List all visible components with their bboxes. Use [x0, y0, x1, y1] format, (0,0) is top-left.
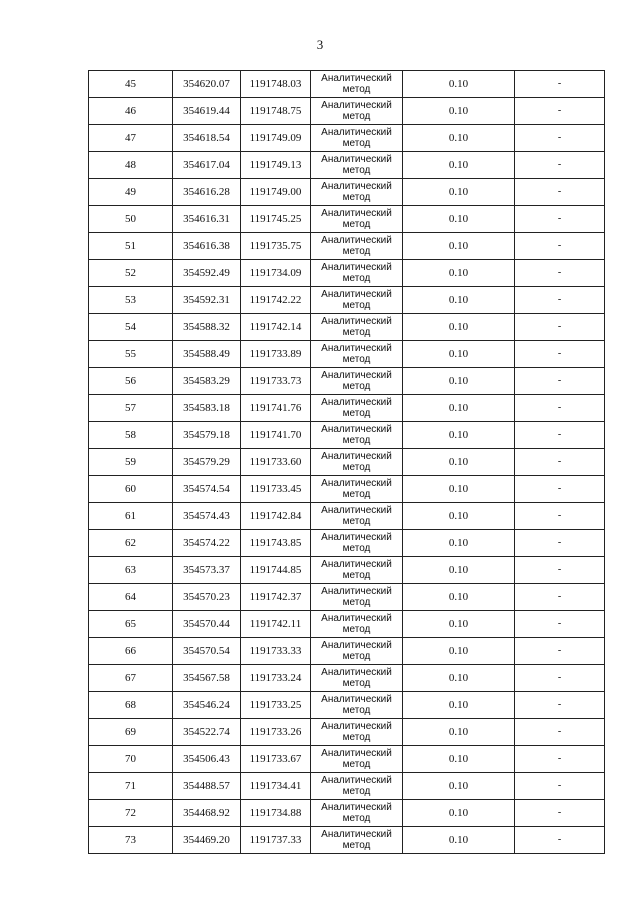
point-number-cell: 55 — [89, 341, 173, 368]
y-coordinate-cell: 1191744.85 — [241, 557, 311, 584]
accuracy-cell: 0.10 — [403, 638, 515, 665]
point-number-cell: 56 — [89, 368, 173, 395]
accuracy-cell: 0.10 — [403, 773, 515, 800]
table-row — [89, 692, 605, 719]
method-cell: Аналитический метод — [311, 260, 403, 287]
method-cell: Аналитический метод — [311, 611, 403, 638]
note-cell: - — [515, 611, 605, 638]
note-cell: - — [515, 422, 605, 449]
table-row — [89, 800, 605, 827]
table-row — [89, 719, 605, 746]
method-cell: Аналитический метод — [311, 287, 403, 314]
accuracy-cell: 0.10 — [403, 98, 515, 125]
y-coordinate-cell: 1191749.00 — [241, 179, 311, 206]
x-coordinate-cell: 354574.54 — [173, 476, 241, 503]
note-cell: - — [515, 233, 605, 260]
x-coordinate-cell: 354574.43 — [173, 503, 241, 530]
table-row — [89, 584, 605, 611]
point-number-cell: 53 — [89, 287, 173, 314]
method-cell: Аналитический метод — [311, 422, 403, 449]
accuracy-cell: 0.10 — [403, 179, 515, 206]
point-number-cell: 66 — [89, 638, 173, 665]
y-coordinate-cell: 1191733.67 — [241, 746, 311, 773]
coordinates-table — [88, 70, 605, 854]
accuracy-cell: 0.10 — [403, 476, 515, 503]
note-cell: - — [515, 152, 605, 179]
note-cell: - — [515, 368, 605, 395]
point-number-cell: 73 — [89, 827, 173, 854]
accuracy-cell: 0.10 — [403, 152, 515, 179]
note-cell: - — [515, 449, 605, 476]
method-cell: Аналитический метод — [311, 584, 403, 611]
x-coordinate-cell: 354546.24 — [173, 692, 241, 719]
point-number-cell: 70 — [89, 746, 173, 773]
accuracy-cell: 0.10 — [403, 665, 515, 692]
y-coordinate-cell: 1191742.14 — [241, 314, 311, 341]
accuracy-cell: 0.10 — [403, 287, 515, 314]
point-number-cell: 64 — [89, 584, 173, 611]
table-row — [89, 746, 605, 773]
table-row — [89, 422, 605, 449]
y-coordinate-cell: 1191733.24 — [241, 665, 311, 692]
x-coordinate-cell: 354570.23 — [173, 584, 241, 611]
note-cell: - — [515, 206, 605, 233]
y-coordinate-cell: 1191741.70 — [241, 422, 311, 449]
x-coordinate-cell: 354579.18 — [173, 422, 241, 449]
table-row — [89, 638, 605, 665]
note-cell: - — [515, 638, 605, 665]
note-cell: - — [515, 692, 605, 719]
x-coordinate-cell: 354618.54 — [173, 125, 241, 152]
y-coordinate-cell: 1191748.75 — [241, 98, 311, 125]
x-coordinate-cell: 354619.44 — [173, 98, 241, 125]
y-coordinate-cell: 1191737.33 — [241, 827, 311, 854]
y-coordinate-cell: 1191733.33 — [241, 638, 311, 665]
method-cell: Аналитический метод — [311, 773, 403, 800]
note-cell: - — [515, 314, 605, 341]
method-cell: Аналитический метод — [311, 557, 403, 584]
x-coordinate-cell: 354592.31 — [173, 287, 241, 314]
accuracy-cell: 0.10 — [403, 341, 515, 368]
x-coordinate-cell: 354506.43 — [173, 746, 241, 773]
accuracy-cell: 0.10 — [403, 314, 515, 341]
point-number-cell: 52 — [89, 260, 173, 287]
table-row — [89, 530, 605, 557]
accuracy-cell: 0.10 — [403, 449, 515, 476]
point-number-cell: 58 — [89, 422, 173, 449]
y-coordinate-cell: 1191742.11 — [241, 611, 311, 638]
note-cell: - — [515, 746, 605, 773]
note-cell: - — [515, 395, 605, 422]
table-row — [89, 152, 605, 179]
y-coordinate-cell: 1191734.88 — [241, 800, 311, 827]
table-row — [89, 395, 605, 422]
accuracy-cell: 0.10 — [403, 692, 515, 719]
page-number: 3 — [316, 37, 324, 52]
accuracy-cell: 0.10 — [403, 800, 515, 827]
point-number-cell: 68 — [89, 692, 173, 719]
y-coordinate-cell: 1191742.84 — [241, 503, 311, 530]
point-number-cell: 49 — [89, 179, 173, 206]
accuracy-cell: 0.10 — [403, 368, 515, 395]
note-cell: - — [515, 260, 605, 287]
y-coordinate-cell: 1191734.41 — [241, 773, 311, 800]
method-cell: Аналитический метод — [311, 476, 403, 503]
accuracy-cell: 0.10 — [403, 719, 515, 746]
x-coordinate-cell: 354616.38 — [173, 233, 241, 260]
accuracy-cell: 0.10 — [403, 422, 515, 449]
y-coordinate-cell: 1191741.76 — [241, 395, 311, 422]
x-coordinate-cell: 354567.58 — [173, 665, 241, 692]
note-cell: - — [515, 827, 605, 854]
accuracy-cell: 0.10 — [403, 503, 515, 530]
point-number-cell: 48 — [89, 152, 173, 179]
y-coordinate-cell: 1191748.03 — [241, 71, 311, 98]
point-number-cell: 45 — [89, 71, 173, 98]
y-coordinate-cell: 1191749.13 — [241, 152, 311, 179]
accuracy-cell: 0.10 — [403, 233, 515, 260]
table-row — [89, 206, 605, 233]
x-coordinate-cell: 354620.07 — [173, 71, 241, 98]
point-number-cell: 50 — [89, 206, 173, 233]
point-number-cell: 60 — [89, 476, 173, 503]
note-cell: - — [515, 584, 605, 611]
method-cell: Аналитический метод — [311, 395, 403, 422]
note-cell: - — [515, 773, 605, 800]
method-cell: Аналитический метод — [311, 800, 403, 827]
accuracy-cell: 0.10 — [403, 125, 515, 152]
note-cell: - — [515, 503, 605, 530]
accuracy-cell: 0.10 — [403, 557, 515, 584]
point-number-cell: 65 — [89, 611, 173, 638]
method-cell: Аналитический метод — [311, 719, 403, 746]
method-cell: Аналитический метод — [311, 449, 403, 476]
table-row — [89, 503, 605, 530]
x-coordinate-cell: 354583.29 — [173, 368, 241, 395]
y-coordinate-cell: 1191743.85 — [241, 530, 311, 557]
coordinates-table-body — [89, 71, 605, 854]
table-row — [89, 179, 605, 206]
point-number-cell: 54 — [89, 314, 173, 341]
x-coordinate-cell: 354570.44 — [173, 611, 241, 638]
accuracy-cell: 0.10 — [403, 206, 515, 233]
y-coordinate-cell: 1191735.75 — [241, 233, 311, 260]
y-coordinate-cell: 1191742.37 — [241, 584, 311, 611]
x-coordinate-cell: 354588.49 — [173, 341, 241, 368]
accuracy-cell: 0.10 — [403, 611, 515, 638]
note-cell: - — [515, 341, 605, 368]
accuracy-cell: 0.10 — [403, 71, 515, 98]
accuracy-cell: 0.10 — [403, 260, 515, 287]
accuracy-cell: 0.10 — [403, 746, 515, 773]
accuracy-cell: 0.10 — [403, 827, 515, 854]
method-cell: Аналитический метод — [311, 746, 403, 773]
method-cell: Аналитический метод — [311, 206, 403, 233]
y-coordinate-cell: 1191749.09 — [241, 125, 311, 152]
method-cell: Аналитический метод — [311, 827, 403, 854]
point-number-cell: 62 — [89, 530, 173, 557]
y-coordinate-cell: 1191734.09 — [241, 260, 311, 287]
method-cell: Аналитический метод — [311, 692, 403, 719]
table-row — [89, 827, 605, 854]
method-cell: Аналитический метод — [311, 665, 403, 692]
point-number-cell: 72 — [89, 800, 173, 827]
x-coordinate-cell: 354522.74 — [173, 719, 241, 746]
table-row — [89, 71, 605, 98]
method-cell: Аналитический метод — [311, 71, 403, 98]
x-coordinate-cell: 354583.18 — [173, 395, 241, 422]
x-coordinate-cell: 354488.57 — [173, 773, 241, 800]
table-row — [89, 557, 605, 584]
x-coordinate-cell: 354592.49 — [173, 260, 241, 287]
table-row — [89, 98, 605, 125]
y-coordinate-cell: 1191742.22 — [241, 287, 311, 314]
x-coordinate-cell: 354573.37 — [173, 557, 241, 584]
point-number-cell: 71 — [89, 773, 173, 800]
x-coordinate-cell: 354468.92 — [173, 800, 241, 827]
y-coordinate-cell: 1191733.73 — [241, 368, 311, 395]
method-cell: Аналитический метод — [311, 233, 403, 260]
method-cell: Аналитический метод — [311, 152, 403, 179]
point-number-cell: 47 — [89, 125, 173, 152]
point-number-cell: 59 — [89, 449, 173, 476]
method-cell: Аналитический метод — [311, 503, 403, 530]
point-number-cell: 69 — [89, 719, 173, 746]
method-cell: Аналитический метод — [311, 98, 403, 125]
note-cell: - — [515, 125, 605, 152]
note-cell: - — [515, 98, 605, 125]
y-coordinate-cell: 1191733.26 — [241, 719, 311, 746]
accuracy-cell: 0.10 — [403, 530, 515, 557]
y-coordinate-cell: 1191733.25 — [241, 692, 311, 719]
table-row — [89, 125, 605, 152]
table-row — [89, 233, 605, 260]
x-coordinate-cell: 354616.28 — [173, 179, 241, 206]
x-coordinate-cell: 354617.04 — [173, 152, 241, 179]
note-cell: - — [515, 179, 605, 206]
x-coordinate-cell: 354616.31 — [173, 206, 241, 233]
point-number-cell: 63 — [89, 557, 173, 584]
note-cell: - — [515, 665, 605, 692]
method-cell: Аналитический метод — [311, 638, 403, 665]
note-cell: - — [515, 287, 605, 314]
point-number-cell: 51 — [89, 233, 173, 260]
method-cell: Аналитический метод — [311, 341, 403, 368]
y-coordinate-cell: 1191733.45 — [241, 476, 311, 503]
method-cell: Аналитический метод — [311, 530, 403, 557]
y-coordinate-cell: 1191733.60 — [241, 449, 311, 476]
table-row — [89, 476, 605, 503]
method-cell: Аналитический метод — [311, 368, 403, 395]
x-coordinate-cell: 354570.54 — [173, 638, 241, 665]
note-cell: - — [515, 71, 605, 98]
table-row — [89, 314, 605, 341]
point-number-cell: 57 — [89, 395, 173, 422]
table-row — [89, 287, 605, 314]
table-row — [89, 368, 605, 395]
note-cell: - — [515, 530, 605, 557]
method-cell: Аналитический метод — [311, 125, 403, 152]
note-cell: - — [515, 557, 605, 584]
note-cell: - — [515, 476, 605, 503]
method-cell: Аналитический метод — [311, 179, 403, 206]
y-coordinate-cell: 1191733.89 — [241, 341, 311, 368]
y-coordinate-cell: 1191745.25 — [241, 206, 311, 233]
method-cell: Аналитический метод — [311, 314, 403, 341]
table-row — [89, 773, 605, 800]
table-row — [89, 665, 605, 692]
table-row — [89, 260, 605, 287]
x-coordinate-cell: 354574.22 — [173, 530, 241, 557]
x-coordinate-cell: 354579.29 — [173, 449, 241, 476]
table-row — [89, 449, 605, 476]
accuracy-cell: 0.10 — [403, 584, 515, 611]
point-number-cell: 61 — [89, 503, 173, 530]
x-coordinate-cell: 354469.20 — [173, 827, 241, 854]
note-cell: - — [515, 719, 605, 746]
table-row — [89, 341, 605, 368]
point-number-cell: 46 — [89, 98, 173, 125]
table-row — [89, 611, 605, 638]
note-cell: - — [515, 800, 605, 827]
point-number-cell: 67 — [89, 665, 173, 692]
x-coordinate-cell: 354588.32 — [173, 314, 241, 341]
accuracy-cell: 0.10 — [403, 395, 515, 422]
